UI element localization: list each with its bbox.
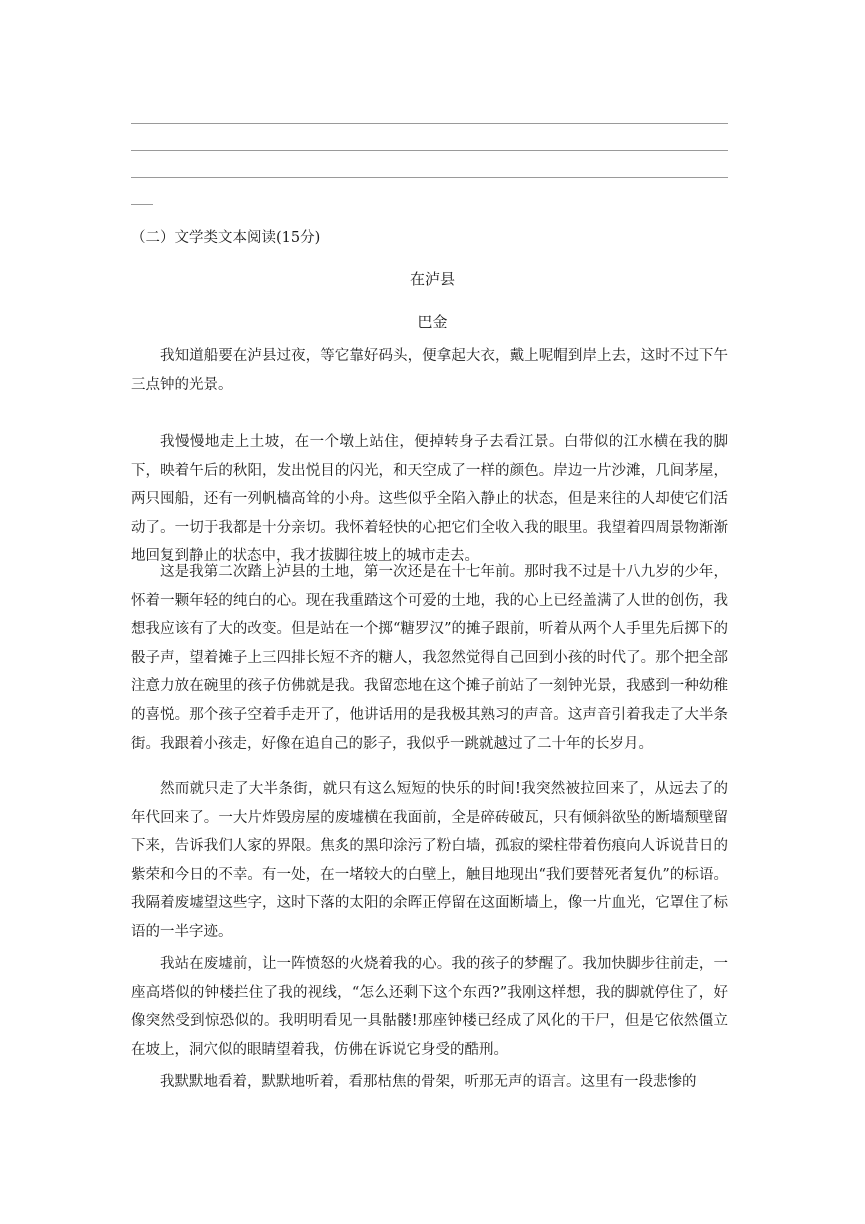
- article-title: 在泸县: [409, 270, 455, 288]
- paragraph-3: 这是我第二次踏上泸县的土地，第一次还是在十七年前。那时我不过是十八九岁的少年，怀着一颗年轻的纯白的心。现在我重踏这个可爱的土地，我的心上已经盖满了人世的创伤，我想我应该有了大的改变。但是站在一个掷“糖罗汉”的摊子跟前，听着从两个人手里先后掷下的骰子声，望着摊子上三四排长短不齐的糖人，我忽然觉得自己回到小孩的时代了。那个把全部注意力放在碗里的孩子仿佛就是我。我留恋地在这个摊子前站了一刻钟光景，我感到一种幼稚的喜悦。那个孩子空着手走开了，他讲话用的是我极其熟习的声音。这声音引着我走了大半条街。我跟着小孩走，好像在追自己的影子，我似乎一跳就越过了二十年的长岁月。: [131, 564, 728, 752]
- answer-line-end: [131, 204, 153, 205]
- paragraph-4: 然而就只走了大半条街，就只有这么短短的快乐的时间!我突然被拉回来了，从远去了的年代回来了。一大片炸毁房屋的废墟横在我面前，全是碎砖破瓦，只有倾斜欲坠的断墙颓壁留下来，告诉我们人家的界限。焦炙的黑印涂污了粉白墙，孤寂的梁柱带着伤痕向人诉说昔日的紫荣和今日的不幸。有一处，在一堵较大的白壁上，触目地现出“我们要替死者复仇”的标语。我隔着废墟望这些字，这时下落的太阳的余晖正停留在这面断墙上，像一片血光，它罩住了标语的一半字迹。: [131, 781, 728, 940]
- section-heading: （二）文学类文本阅读(15分): [131, 230, 321, 246]
- answer-line: [131, 150, 728, 151]
- answer-line: [131, 123, 728, 124]
- paragraph-1: 我知道船要在泸县过夜，等它靠好码头，便拿起大衣，戴上呢帽到岸上去，这时不过下午三点钟的光景。: [131, 348, 728, 393]
- paragraph-2: 我慢慢地走上土坡，在一个墩上站住，便掉转身子去看江景。白带似的江水横在我的脚下，映着午后的秋阳，发出悦目的闪光，和天空成了一样的颜色。岸边一片沙滩，几间茅屋，两只囤船，还有一列帆樯高耸的小舟。这些似乎全陷入静止的状态，但是来往的人却使它们活动了。一切于我都是十分亲切。我怀着轻快的心把它们全收入我的眼里。我望着四周景物渐渐地回复到静止的状态中，我才拔脚往坡上的城市走去。: [131, 434, 728, 565]
- paragraph-5: 我站在废墟前，让一阵愤怒的火烧着我的心。我的孩子的梦醒了。我加快脚步往前走，一座高塔似的钟楼拦住了我的视线，“怎么还剩下这个东西?”我刚这样想，我的脚就停住了，好像突然受到惊恐似的。我明明看见一具骷髅!那座钟楼已经成了风化的干尸，但是它依然僵立在坡上，洞穴似的眼睛望着我，仿佛在诉说它身受的酷刑。: [131, 956, 728, 1058]
- article-author: 巴金: [417, 313, 448, 331]
- paragraph-6: 我默默地看着，默默地听着，看那枯焦的骨架，听那无声的语言。这里有一段悲惨的: [160, 1074, 697, 1090]
- answer-line: [131, 177, 728, 178]
